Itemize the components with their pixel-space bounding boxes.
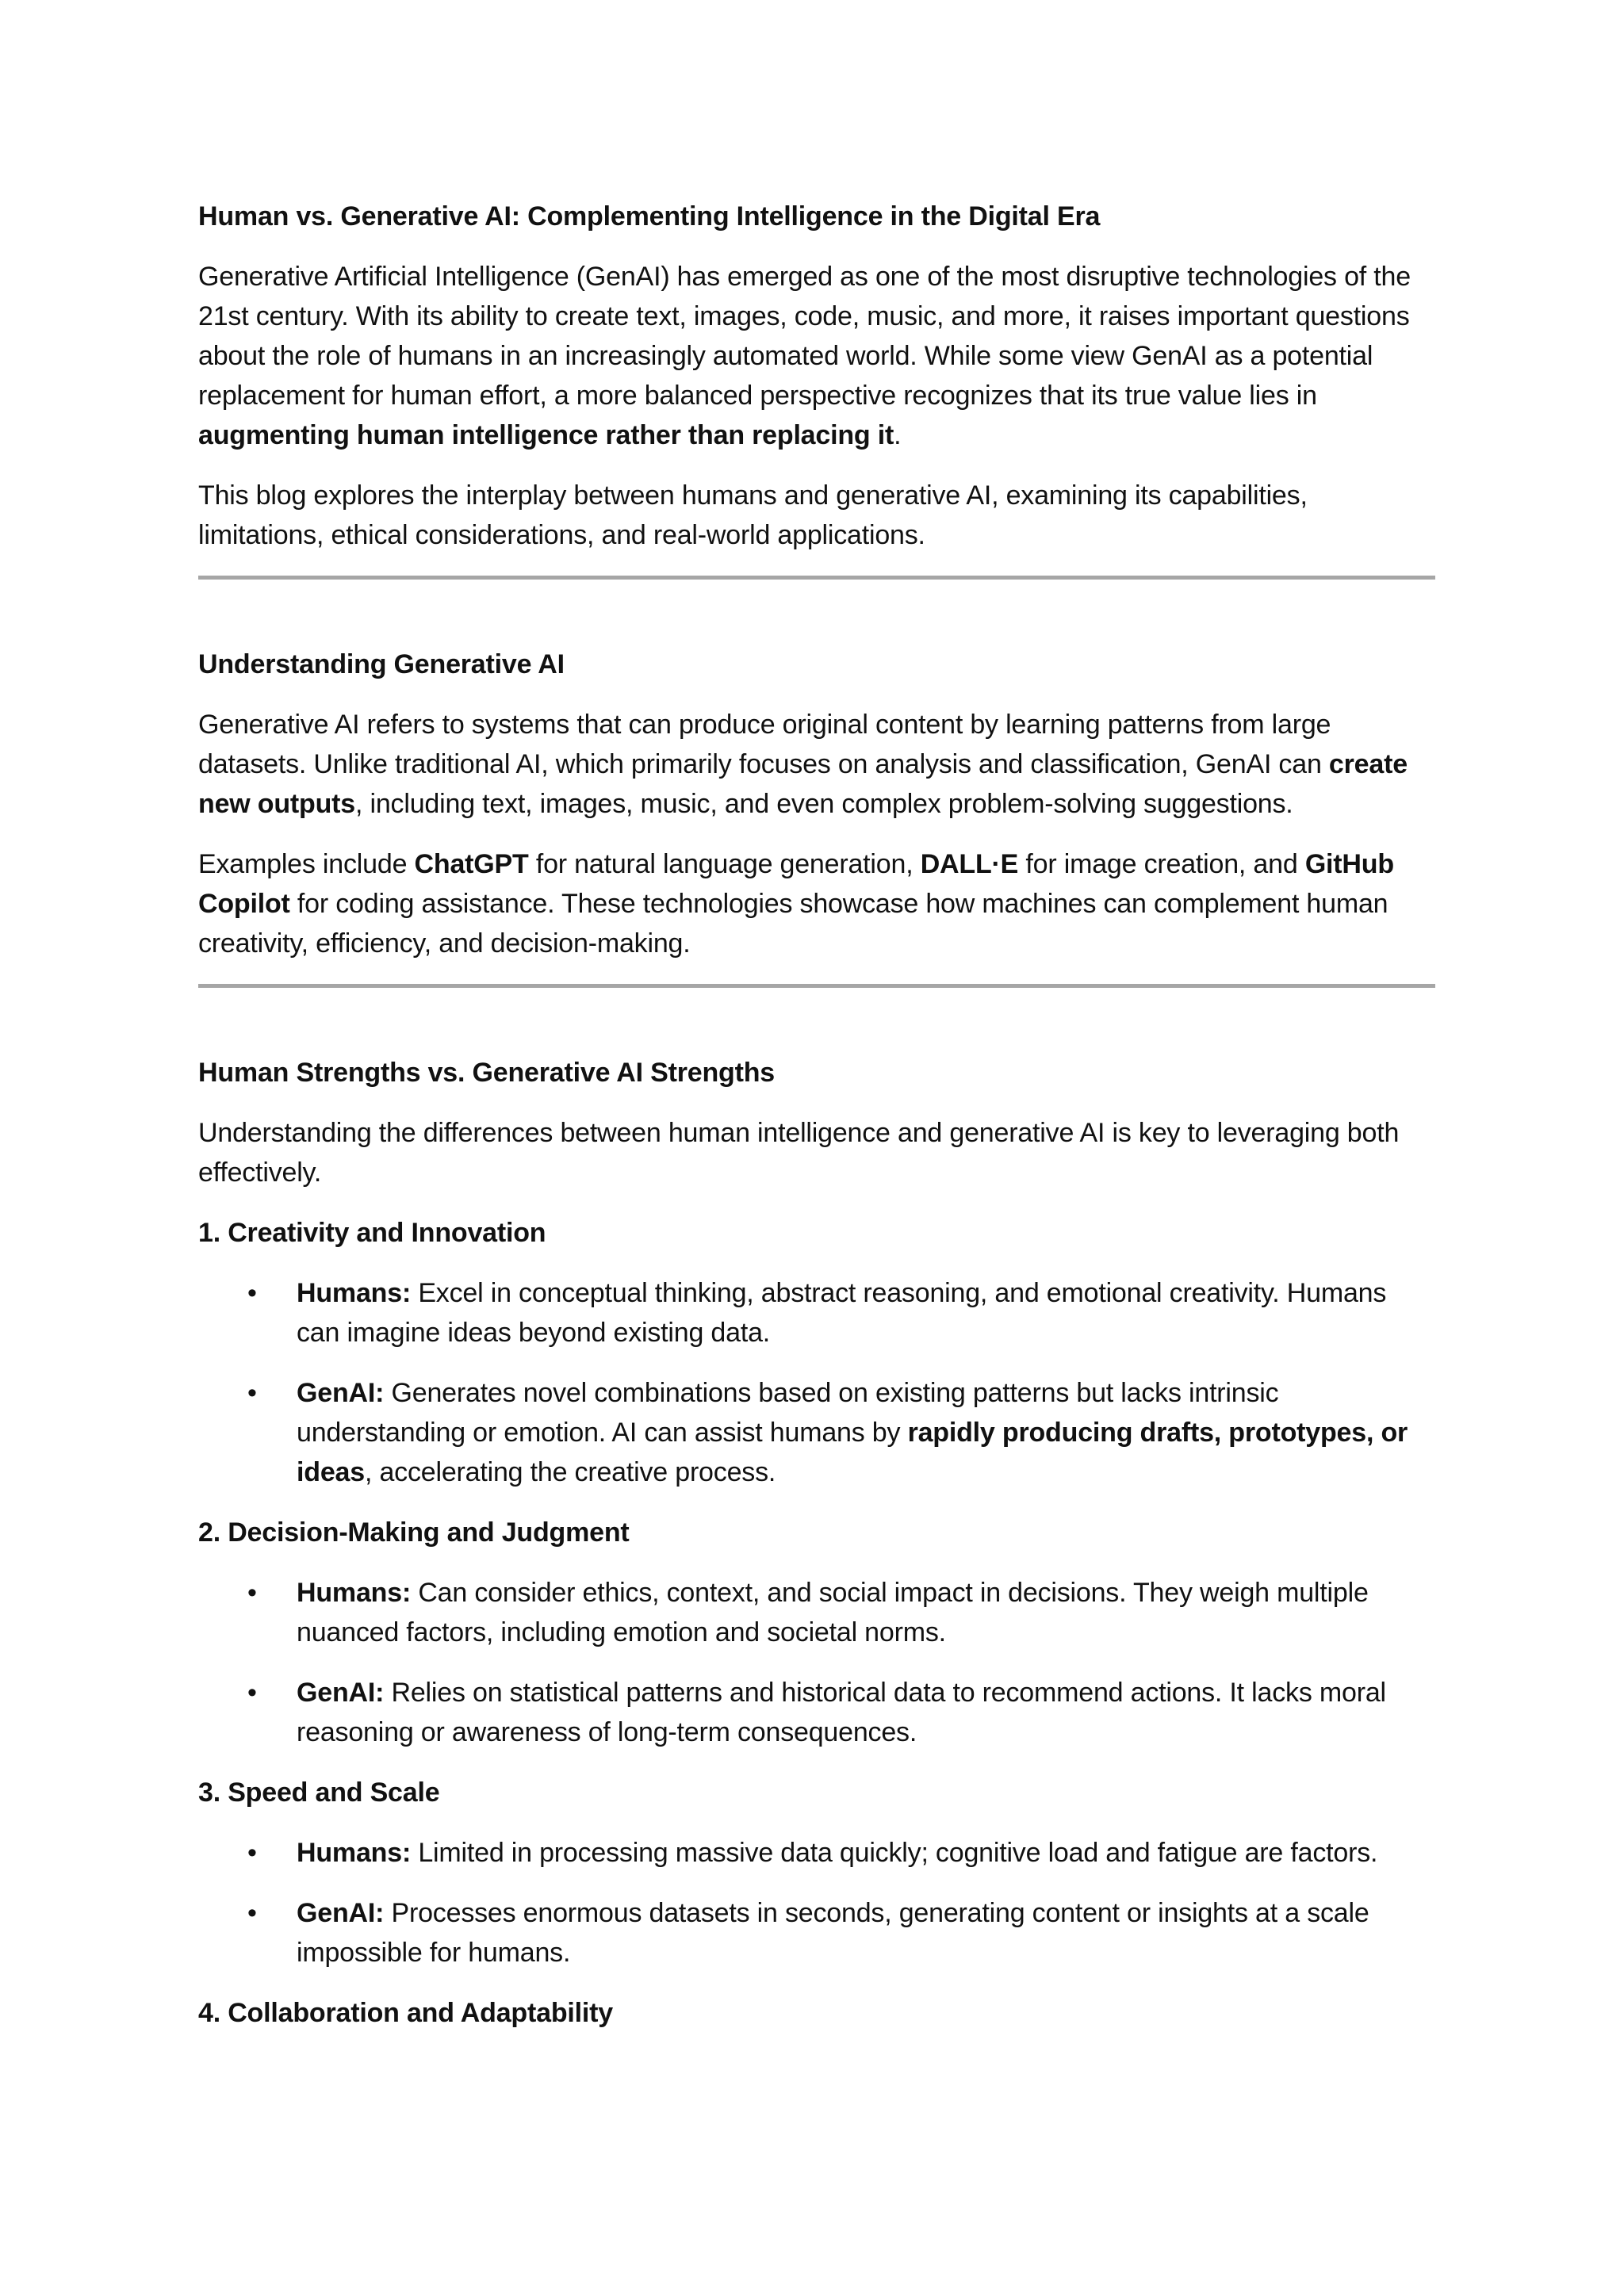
example-copilot: GitHub Copilot <box>198 849 1394 919</box>
section-divider <box>198 984 1435 988</box>
subheading-collaboration: 4. Collaboration and Adaptability <box>198 1998 613 2028</box>
bullet-text: Generates novel combinations based on existing patterns but lacks intrinsic understanding or emotion. AI can assist humans by <box>297 1378 1279 1448</box>
understanding-p2-c: for image creation, and <box>1018 849 1305 879</box>
bullet-text: Processes enormous datasets in seconds, generating content or insights at a scale impossible for humans. <box>297 1898 1369 1968</box>
bullet-icon: • <box>247 1678 257 1708</box>
section-heading-understanding: Understanding Generative AI <box>198 649 565 679</box>
understanding-paragraph-1 <box>198 705 1435 824</box>
strengths-intro-paragraph: Understanding the differences between human intelligence and generative AI is key to leveraging both effectively. <box>198 1118 1400 1188</box>
intro-p1-bold: augmenting human intelligence rather than replacing it <box>198 420 894 450</box>
subheading-speed-scale: 3. Speed and Scale <box>198 1777 440 1808</box>
bullet-text: Can consider ethics, context, and social impact in decisions. They weigh multiple nuanced factors, including emotion and societal norms. <box>297 1578 1369 1647</box>
bullet-list-speed-scale <box>198 1833 1435 1973</box>
subheading-creativity: 1. Creativity and Innovation <box>198 1218 546 1248</box>
example-dalle: DALL·E <box>920 849 1019 879</box>
list-item <box>198 1673 1435 1752</box>
understanding-p2-a: Examples include <box>198 849 415 879</box>
intro-paragraph-1 <box>198 257 1435 455</box>
example-chatgpt: ChatGPT <box>414 849 529 879</box>
list-item <box>198 1573 1435 1652</box>
bullet-label: GenAI: <box>297 1898 385 1928</box>
bullet-icon: • <box>247 1578 257 1608</box>
intro-p1-text: Generative Artificial Intelligence (GenAI) has emerged as one of the most disruptive technologies of the 21st century. With its ability to create text, images, code, music, and more, it raises important questions about the role of humans in an increasingly automated world. While some view GenAI as a potential replacement for human effort, a more balanced perspective recognizes that its true value lies in <box>198 262 1411 411</box>
understanding-p2-d: for coding assistance. These technologies showcase how machines can complement human creativity, efficiency, and decision-making. <box>198 889 1388 959</box>
bullet-label: GenAI: <box>297 1678 385 1708</box>
document-title: Human vs. Generative AI: Complementing Intelligence in the Digital Era <box>198 201 1101 232</box>
bullet-label: Humans: <box>297 1278 412 1308</box>
understanding-p1-b: , including text, images, music, and even complex problem-solving suggestions. <box>355 789 1293 819</box>
bullet-icon: • <box>247 1898 257 1928</box>
understanding-paragraph-2 <box>198 844 1435 963</box>
section-divider <box>198 576 1435 580</box>
bullet-icon: • <box>247 1278 257 1308</box>
bullet-bold-text: rapidly producing drafts, prototypes, or ideas <box>297 1418 1408 1487</box>
understanding-p1-a: Generative AI refers to systems that can produce original content by learning patterns from large datasets. Unlike traditional AI, which primarily focuses on analysis and classification, GenAI can <box>198 710 1331 779</box>
list-item <box>198 1833 1435 1873</box>
understanding-p2-b: for natural language generation, <box>528 849 921 879</box>
understanding-p1-bold: create new outputs <box>198 749 1408 819</box>
bullet-list-decision-making <box>198 1573 1435 1752</box>
bullet-text: , accelerating the creative process. <box>364 1457 776 1487</box>
bullet-icon: • <box>247 1838 257 1868</box>
intro-paragraph-2: This blog explores the interplay between humans and generative AI, examining its capabilities, limitations, ethical considerations, and real-world applications. <box>198 480 1308 550</box>
bullet-list-creativity <box>198 1273 1435 1492</box>
document-page <box>198 197 1435 2053</box>
subheading-decision-making: 2. Decision-Making and Judgment <box>198 1517 630 1548</box>
list-item <box>198 1273 1435 1353</box>
bullet-label: GenAI: <box>297 1378 385 1408</box>
bullet-text: Relies on statistical patterns and historical data to recommend actions. It lacks moral reasoning or awareness of long-term consequences. <box>297 1678 1386 1747</box>
bullet-icon: • <box>247 1378 257 1408</box>
bullet-text: Excel in conceptual thinking, abstract reasoning, and emotional creativity. Humans can imagine ideas beyond existing data. <box>297 1278 1387 1348</box>
bullet-text: Limited in processing massive data quickly; cognitive load and fatigue are factors. <box>411 1838 1378 1868</box>
section-heading-strengths: Human Strengths vs. Generative AI Strengths <box>198 1058 775 1088</box>
bullet-label: Humans: <box>297 1838 412 1868</box>
intro-p1-end: . <box>894 420 902 450</box>
bullet-label: Humans: <box>297 1578 412 1608</box>
list-item <box>198 1373 1435 1492</box>
list-item <box>198 1893 1435 1973</box>
